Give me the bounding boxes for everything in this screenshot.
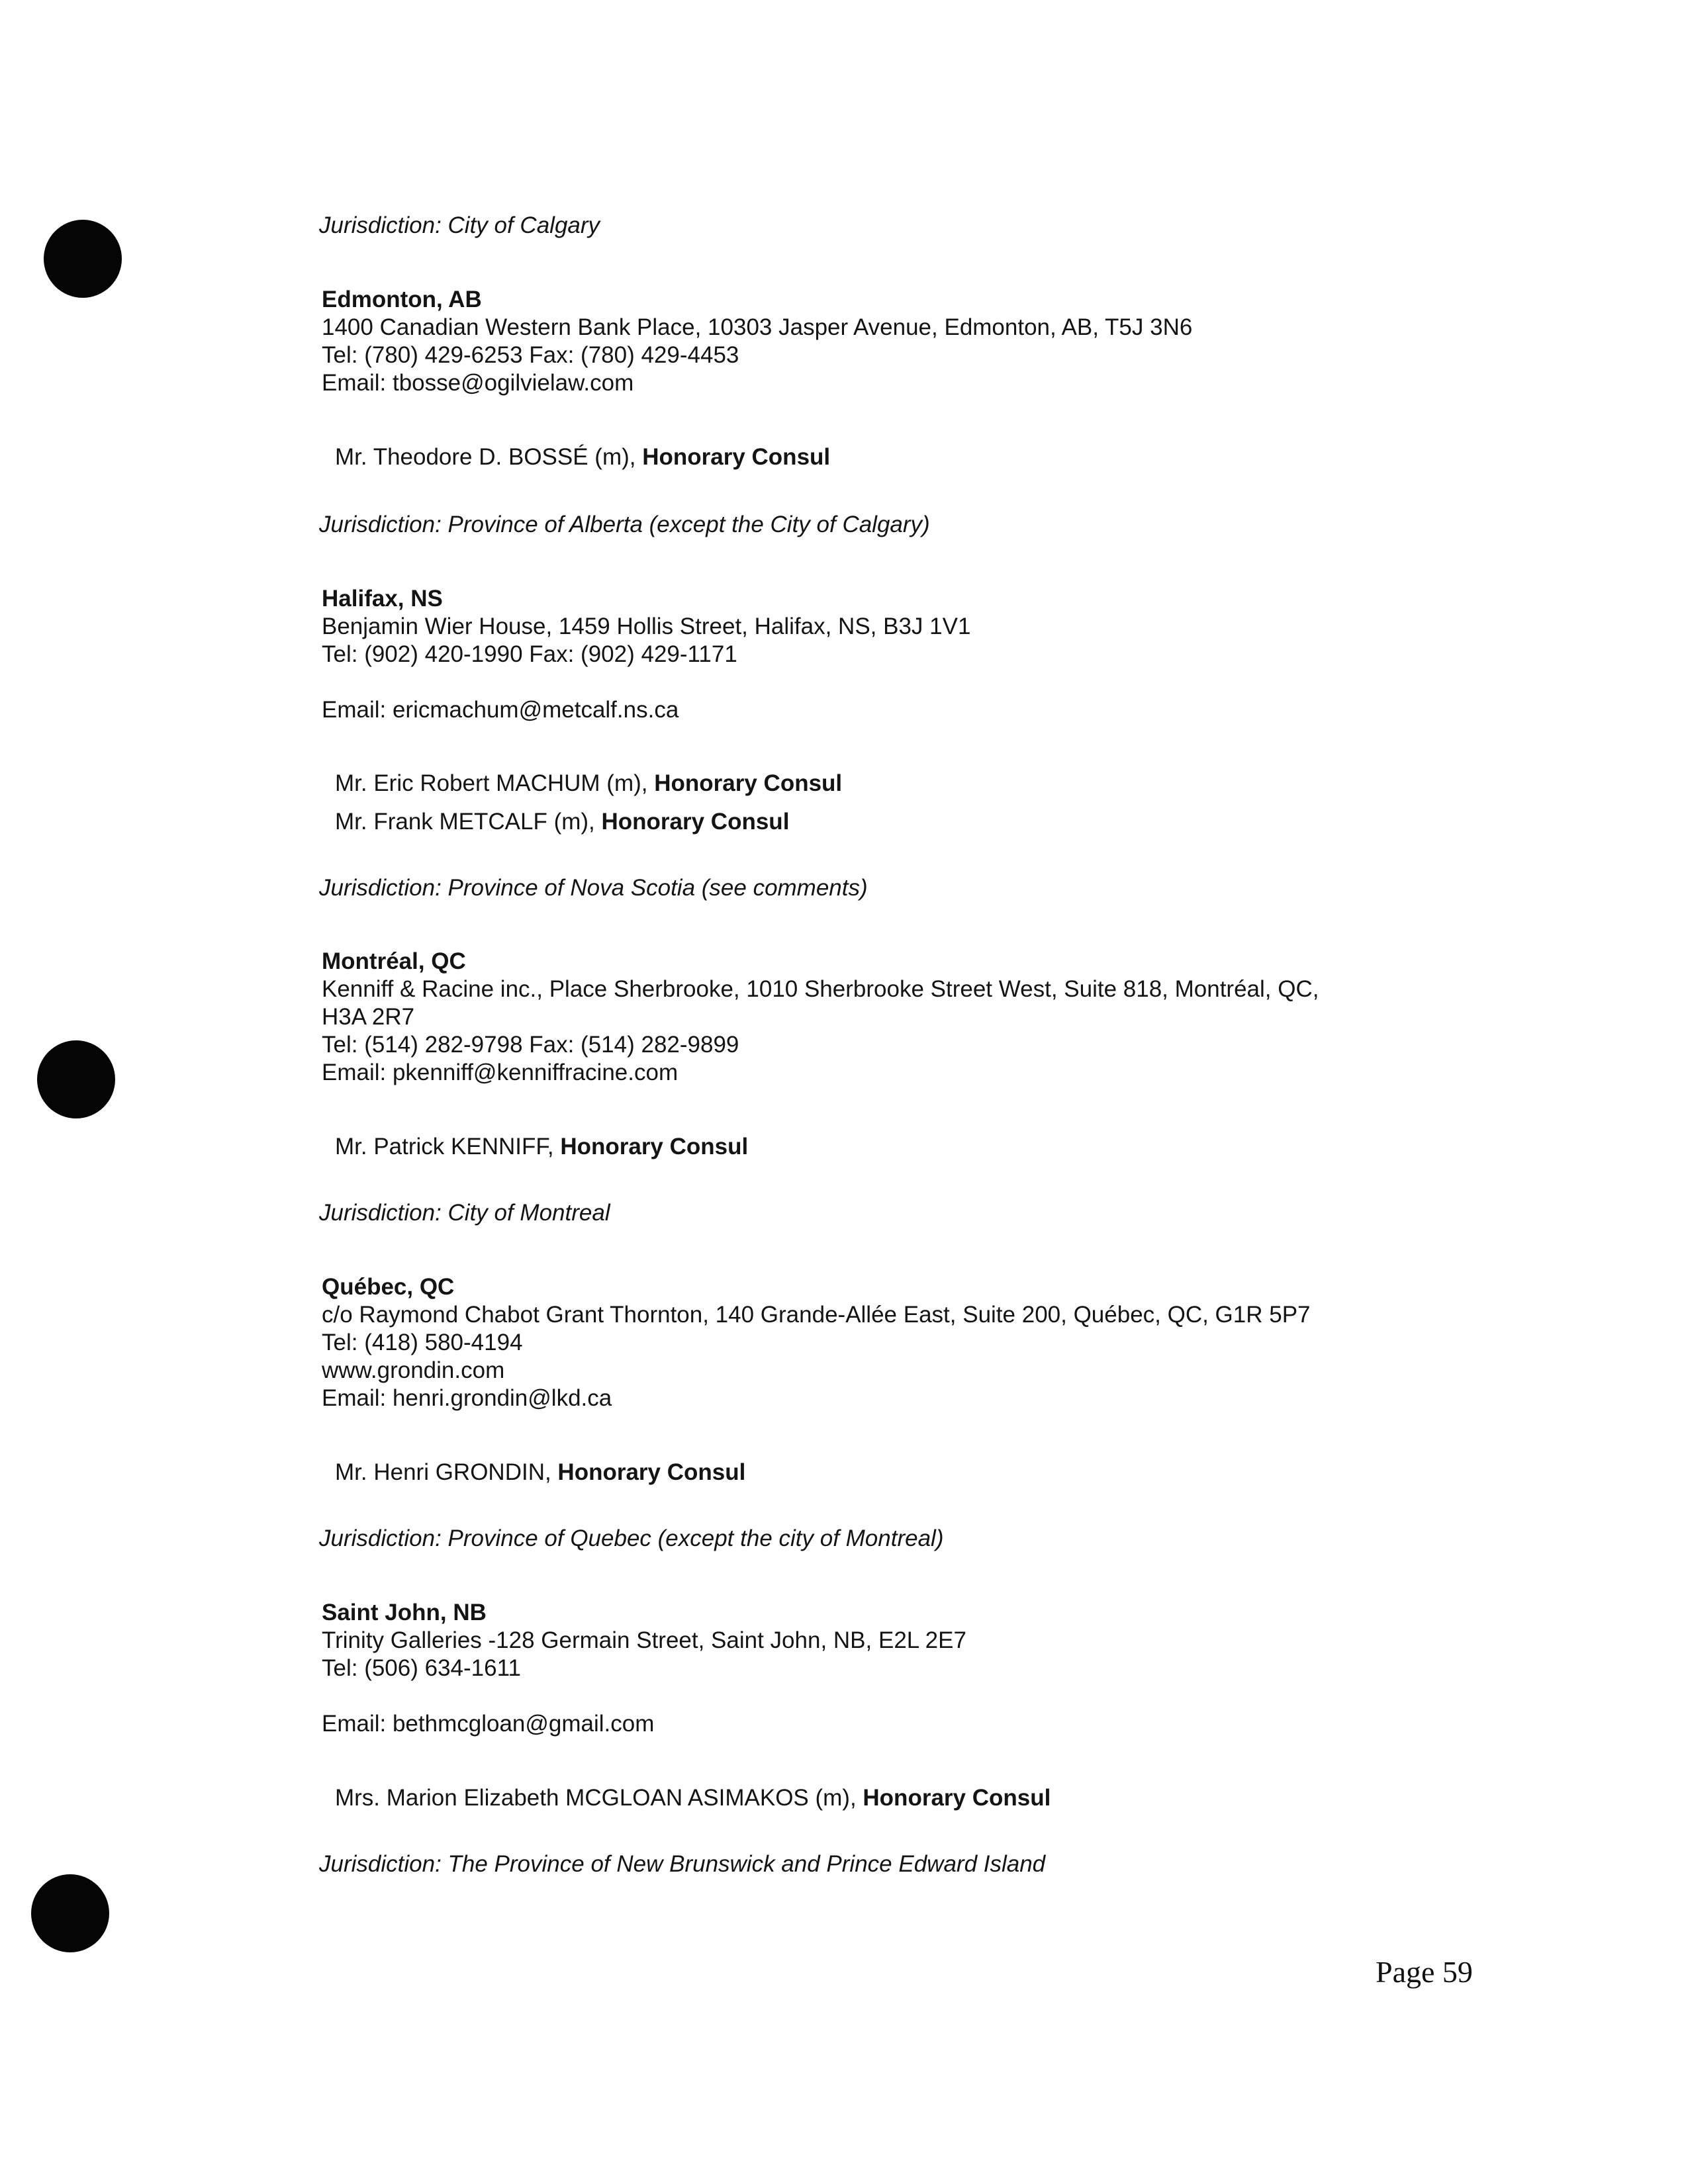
address-quebec: c/o Raymond Chabot Grant Thornton, 140 Grande-Allée East, Suite 200, Québec, QC, G1R 5P7 bbox=[322, 1302, 1311, 1328]
consul-name: Mr. Patrick KENNIFF, bbox=[335, 1134, 561, 1160]
jurisdiction-calgary: Jurisdiction: City of Calgary bbox=[319, 212, 600, 238]
consul-title: Honorary Consul bbox=[601, 809, 790, 835]
address-edmonton: 1400 Canadian Western Bank Place, 10303 Jasper Avenue, Edmonton, AB, T5J 3N6 bbox=[322, 314, 1193, 340]
jurisdiction-halifax: Jurisdiction: Province of Nova Scotia (see comments) bbox=[319, 875, 868, 901]
consul-mcgloan-asimakos bbox=[335, 1784, 1051, 1812]
tel-saint-john: Tel: (506) 634-1611 bbox=[322, 1655, 521, 1681]
tel-fax-montreal: Tel: (514) 282-9798 Fax: (514) 282-9899 bbox=[322, 1032, 739, 1058]
punch-hole bbox=[37, 1040, 115, 1118]
city-heading-halifax: Halifax, NS bbox=[322, 586, 443, 612]
email-montreal: Email: pkenniff@kenniffracine.com bbox=[322, 1060, 679, 1085]
address-halifax: Benjamin Wier House, 1459 Hollis Street, Halifax, NS, B3J 1V1 bbox=[322, 614, 971, 639]
punch-hole bbox=[44, 220, 122, 298]
consul-kenniff bbox=[335, 1133, 748, 1161]
consul-name: Mr. Frank METCALF (m), bbox=[335, 809, 602, 835]
consul-title: Honorary Consul bbox=[560, 1134, 749, 1160]
jurisdiction-saint-john: Jurisdiction: The Province of New Brunswick and Prince Edward Island bbox=[319, 1851, 1046, 1877]
consul-title: Honorary Consul bbox=[654, 770, 843, 796]
city-heading-saint-john: Saint John, NB bbox=[322, 1600, 487, 1625]
consul-title: Honorary Consul bbox=[557, 1459, 746, 1485]
address-saint-john: Trinity Galleries -128 Germain Street, Saint John, NB, E2L 2E7 bbox=[322, 1627, 966, 1653]
jurisdiction-edmonton: Jurisdiction: Province of Alberta (except the City of Calgary) bbox=[319, 512, 930, 537]
jurisdiction-quebec: Jurisdiction: Province of Quebec (except the city of Montreal) bbox=[319, 1525, 944, 1551]
city-heading-quebec: Québec, QC bbox=[322, 1274, 455, 1300]
consul-metcalf bbox=[335, 808, 789, 836]
consul-name: Mr. Theodore D. BOSSÉ (m), bbox=[335, 444, 643, 470]
consul-name: Mr. Eric Robert MACHUM (m), bbox=[335, 770, 655, 796]
email-saint-john: Email: bethmcgloan@gmail.com bbox=[322, 1711, 655, 1737]
tel-fax-edmonton: Tel: (780) 429-6253 Fax: (780) 429-4453 bbox=[322, 342, 739, 368]
website-quebec: www.grondin.com bbox=[322, 1357, 505, 1383]
tel-quebec: Tel: (418) 580-4194 bbox=[322, 1330, 523, 1355]
email-quebec: Email: henri.grondin@lkd.ca bbox=[322, 1385, 612, 1411]
consul-machum bbox=[335, 770, 842, 797]
city-heading-montreal: Montréal, QC bbox=[322, 948, 466, 974]
consul-grondin bbox=[335, 1459, 745, 1486]
consul-name: Mr. Henri GRONDIN, bbox=[335, 1459, 558, 1485]
page-number: Page 59 bbox=[1376, 1955, 1473, 1989]
address-montreal-postal: H3A 2R7 bbox=[322, 1004, 415, 1030]
address-montreal: Kenniff & Racine inc., Place Sherbrooke, 1010 Sherbrooke Street West, Suite 818, Montréal, QC, bbox=[322, 976, 1319, 1002]
consul-title: Honorary Consul bbox=[863, 1785, 1051, 1811]
punch-hole bbox=[31, 1874, 109, 1952]
consul-bosse bbox=[335, 443, 830, 471]
consul-name: Mrs. Marion Elizabeth MCGLOAN ASIMAKOS (m), bbox=[335, 1785, 863, 1811]
email-halifax: Email: ericmachum@metcalf.ns.ca bbox=[322, 697, 679, 723]
city-heading-edmonton: Edmonton, AB bbox=[322, 287, 482, 312]
tel-fax-halifax: Tel: (902) 420-1990 Fax: (902) 429-1171 bbox=[322, 641, 737, 667]
email-edmonton: Email: tbosse@ogilvielaw.com bbox=[322, 370, 634, 396]
jurisdiction-montreal: Jurisdiction: City of Montreal bbox=[319, 1200, 610, 1226]
consul-title: Honorary Consul bbox=[642, 444, 831, 470]
